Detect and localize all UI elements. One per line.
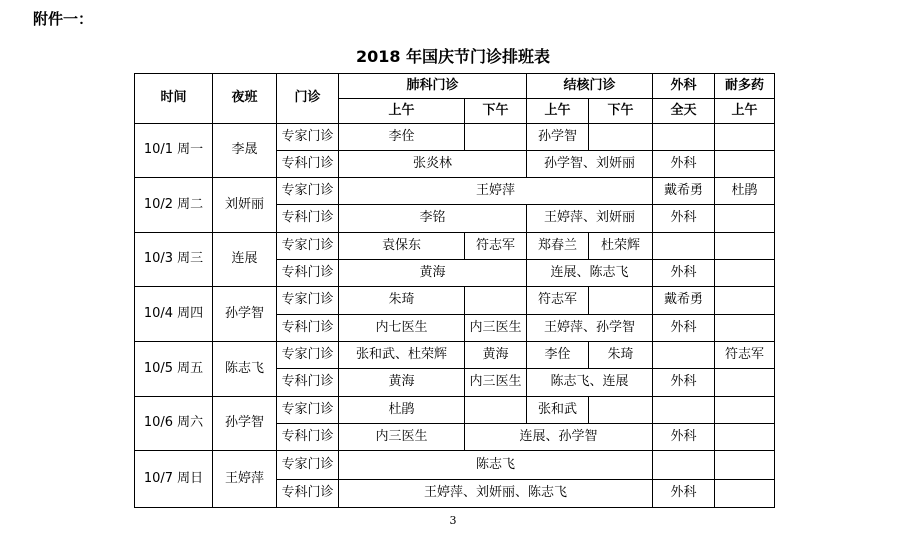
surgery-cell <box>653 123 715 150</box>
tb-pm-cell <box>589 396 653 423</box>
lung-am-cell: 李佺 <box>339 123 465 150</box>
night-shift-cell: 孙学智 <box>213 287 277 342</box>
tb-am-cell: 张和武 <box>527 396 589 423</box>
date-cell: 10/1 周一 <box>135 123 213 178</box>
surgery-cell: 外科 <box>653 205 715 232</box>
header-clinic: 门诊 <box>277 74 339 124</box>
subheader-lung-am: 上午 <box>339 99 465 123</box>
tb-cell: 孙学智、刘妍丽 <box>527 150 653 177</box>
mdr-cell <box>715 123 775 150</box>
lung-cell: 张炎林 <box>339 150 527 177</box>
table-row <box>135 123 775 150</box>
clinic-type-cell: 专家门诊 <box>277 396 339 423</box>
tb-pm-cell: 朱琦 <box>589 342 653 369</box>
subheader-lung-pm: 下午 <box>465 99 527 123</box>
clinic-type-cell: 专家门诊 <box>277 232 339 259</box>
surgery-cell: 戴希勇 <box>653 178 715 205</box>
surgery-cell: 戴希勇 <box>653 287 715 314</box>
header-night-shift: 夜班 <box>213 74 277 124</box>
header-lung-clinic: 肺科门诊 <box>339 74 527 99</box>
lung-am-cell: 袁保东 <box>339 232 465 259</box>
table-row <box>135 232 775 259</box>
tb-cell: 连展、陈志飞 <box>527 260 653 287</box>
subheader-surgery-full-day: 全天 <box>653 99 715 123</box>
subheader-tb-am: 上午 <box>527 99 589 123</box>
mdr-cell: 符志军 <box>715 342 775 369</box>
table-row <box>135 287 775 314</box>
table-row <box>135 451 775 479</box>
mdr-cell: 杜鹃 <box>715 178 775 205</box>
date-cell: 10/7 周日 <box>135 451 213 508</box>
mdr-cell <box>715 150 775 177</box>
lung-tb-cell: 陈志飞 <box>339 451 653 479</box>
tb-cell: 王婷萍、孙学智 <box>527 314 653 341</box>
night-shift-cell: 连展 <box>213 232 277 287</box>
clinic-type-cell: 专家门诊 <box>277 287 339 314</box>
clinic-type-cell: 专科门诊 <box>277 150 339 177</box>
mdr-cell <box>715 369 775 396</box>
lung-pm-cell: 符志军 <box>465 232 527 259</box>
header-row <box>135 74 775 99</box>
date-cell: 10/4 周四 <box>135 287 213 342</box>
surgery-cell <box>653 342 715 369</box>
clinic-type-cell: 专科门诊 <box>277 205 339 232</box>
date-cell: 10/2 周二 <box>135 178 213 233</box>
lung-pm-tb-cell: 连展、孙学智 <box>465 423 653 450</box>
tb-cell: 王婷萍、刘妍丽 <box>527 205 653 232</box>
table-row <box>135 342 775 369</box>
night-shift-cell: 刘妍丽 <box>213 178 277 233</box>
table-row <box>135 178 775 205</box>
lung-pm-cell <box>465 123 527 150</box>
lung-am-cell: 黄海 <box>339 369 465 396</box>
mdr-cell <box>715 232 775 259</box>
clinic-type-cell: 专家门诊 <box>277 451 339 479</box>
mdr-cell <box>715 260 775 287</box>
header-time: 时间 <box>135 74 213 124</box>
attachment-label: 附件一： <box>33 10 94 28</box>
subheader-tb-pm: 下午 <box>589 99 653 123</box>
mdr-cell <box>715 451 775 479</box>
lung-am-cell: 张和武、杜荣辉 <box>339 342 465 369</box>
night-shift-cell: 孙学智 <box>213 396 277 451</box>
surgery-cell: 外科 <box>653 314 715 341</box>
date-cell: 10/3 周三 <box>135 232 213 287</box>
lung-pm-cell: 内三医生 <box>465 369 527 396</box>
surgery-cell: 外科 <box>653 150 715 177</box>
date-cell: 10/6 周六 <box>135 396 213 451</box>
mdr-cell <box>715 287 775 314</box>
clinic-type-cell: 专科门诊 <box>277 314 339 341</box>
mdr-cell <box>715 396 775 423</box>
surgery-cell <box>653 396 715 423</box>
lung-pm-cell <box>465 396 527 423</box>
lung-tb-cell: 王婷萍 <box>339 178 653 205</box>
surgery-cell <box>653 451 715 479</box>
lung-am-cell: 内七医生 <box>339 314 465 341</box>
night-shift-cell: 陈志飞 <box>213 342 277 397</box>
night-shift-cell: 李晟 <box>213 123 277 178</box>
tb-cell: 陈志飞、连展 <box>527 369 653 396</box>
tb-pm-cell <box>589 123 653 150</box>
schedule-table <box>134 73 775 508</box>
header-mdr: 耐多药 <box>715 74 775 99</box>
tb-pm-cell <box>589 287 653 314</box>
lung-pm-cell: 内三医生 <box>465 314 527 341</box>
surgery-cell <box>653 232 715 259</box>
mdr-cell <box>715 423 775 450</box>
surgery-cell: 外科 <box>653 260 715 287</box>
lung-cell: 李铭 <box>339 205 527 232</box>
header-tb-clinic: 结核门诊 <box>527 74 653 99</box>
clinic-type-cell: 专科门诊 <box>277 423 339 450</box>
lung-pm-cell: 黄海 <box>465 342 527 369</box>
mdr-cell <box>715 479 775 507</box>
date-cell: 10/5 周五 <box>135 342 213 397</box>
surgery-cell: 外科 <box>653 479 715 507</box>
table-row <box>135 396 775 423</box>
document-title: 2018 年国庆节门诊排班表 <box>355 47 551 66</box>
tb-am-cell: 李佺 <box>527 342 589 369</box>
subheader-mdr-am: 上午 <box>715 99 775 123</box>
lung-am-cell: 内三医生 <box>339 423 465 450</box>
lung-am-cell: 朱琦 <box>339 287 465 314</box>
page-number: 3 <box>449 514 457 527</box>
clinic-type-cell: 专科门诊 <box>277 260 339 287</box>
lung-cell: 黄海 <box>339 260 527 287</box>
tb-am-cell: 符志军 <box>527 287 589 314</box>
header-surgery: 外科 <box>653 74 715 99</box>
surgery-cell: 外科 <box>653 369 715 396</box>
lung-pm-cell <box>465 287 527 314</box>
lung-am-cell: 杜鹃 <box>339 396 465 423</box>
clinic-type-cell: 专家门诊 <box>277 123 339 150</box>
mdr-cell <box>715 205 775 232</box>
tb-am-cell: 孙学智 <box>527 123 589 150</box>
clinic-type-cell: 专科门诊 <box>277 369 339 396</box>
surgery-cell: 外科 <box>653 423 715 450</box>
lung-tb-cell: 王婷萍、刘妍丽、陈志飞 <box>339 479 653 507</box>
mdr-cell <box>715 314 775 341</box>
tb-pm-cell: 杜荣辉 <box>589 232 653 259</box>
clinic-type-cell: 专家门诊 <box>277 178 339 205</box>
night-shift-cell: 王婷萍 <box>213 451 277 508</box>
tb-am-cell: 郑春兰 <box>527 232 589 259</box>
clinic-type-cell: 专科门诊 <box>277 479 339 507</box>
clinic-type-cell: 专家门诊 <box>277 342 339 369</box>
